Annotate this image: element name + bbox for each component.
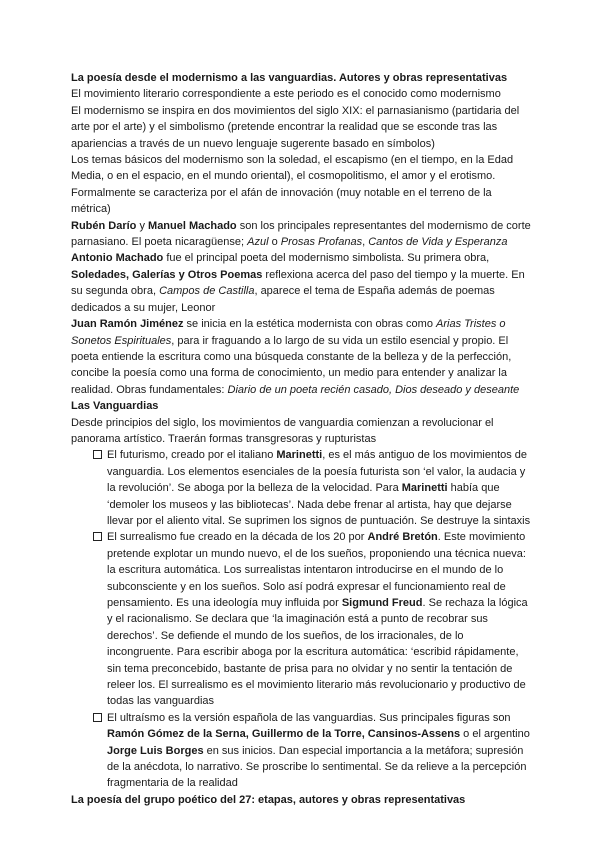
- paragraph-vanguardias-intro: Desde principios del siglo, los movimientos de vanguardia comienzan a revolucionar el panorama artístico. Traerán formas transgresoras y rupturistas: [71, 416, 494, 445]
- author-name: Manuel Machado: [148, 219, 237, 232]
- author-name: Ramón Gómez de la Serna, Guillermo de la Torre, Cansinos-Assens: [107, 728, 461, 741]
- author-name: Rubén Darío: [71, 219, 137, 232]
- list-item-futurismo: El futurismo, creado por el italiano Marinetti, es el más antiguo de los movimientos de vanguardia. Los elementos esenciales de la poesía futurista son ‘el valor, la audacia y la revolución’. Se aboga por la belleza de la velocidad. Para Marinetti había que ‘demoler los museos y las bibliotecas’. Nada debe frenar al artista, hay que dejarse llevar por el aliento vital. Se suprimen los signos de puntuación. Se destruye la sintaxis: [93, 447, 531, 529]
- vanguardias-list: [71, 447, 531, 792]
- paragraph-influences: El modernismo se inspira en dos movimientos del siglo XIX: el parnasianismo (partidaria del arte por el arte) y el simbolismo (pretende encontrar la realidad que se esconde tras las apariencias a través de un nuevo lenguaje sugerente basado en símbolos): [71, 104, 520, 150]
- paragraph-themes: Los temas básicos del modernismo son la soledad, el escapismo (en el tiempo, en la Edad Media, o en el espacio, en el mundo oriental), el cosmopolitismo, el amor y el erotismo.: [71, 154, 514, 183]
- paragraph-ruben-dario: Rubén Darío y Manuel Machado son los principales representantes del modernismo de corte parnasiano. El poeta nicaragüense; Azul o Prosas Profanas, Cantos de Vida y Esperanza: [71, 219, 531, 249]
- author-name: Juan Ramón Jiménez: [71, 318, 184, 331]
- section-heading-generacion-27: La poesía del grupo poético del 27: etapas, autores y obras representativas: [71, 793, 466, 806]
- author-name: Marinetti: [401, 482, 448, 495]
- author-name: Antonio Machado: [71, 252, 164, 265]
- work-title: Cantos de Vida y Esperanza: [368, 236, 508, 249]
- section-heading-modernismo: La poesía desde el modernismo a las vanguardias. Autores y obras representativas: [71, 72, 508, 84]
- work-title: Prosas Profanas: [280, 236, 363, 249]
- work-title: Soledades, Galerías y Otros Poemas: [71, 268, 263, 281]
- paragraph-juan-ramon-jimenez: Juan Ramón Jiménez se inicia en la estética modernista con obras como Arias Tristes o Sonetos Espirituales, para ir fraguando a lo largo de su vida un estilo esencial y propio. El poeta entiende la escritura como una búsqueda constante de la belleza y de la perfección, concibe la poesía como una forma de conocimiento, un medio para entender y analizar la realidad. Obras fundamentales: Diario de un poeta recién casado, Dios deseado y deseante: [71, 318, 520, 396]
- paragraph-intro: El movimiento literario correspondiente a este periodo es el conocido como modernismo: [71, 88, 501, 101]
- author-name: Sigmund Freud: [341, 597, 423, 609]
- checkbox-bullet-icon: [93, 532, 102, 541]
- author-name: Marinetti: [276, 449, 323, 462]
- author-name: André Bretón: [367, 531, 438, 544]
- paragraph-antonio-machado: Antonio Machado fue el principal poeta del modernismo simbolista. Su primera obra, Soledades, Galerías y Otros Poemas reflexiona acerca del paso del tiempo y la muerte. En su segunda obra, Campos de Castilla, aparece el tema de España además de poemas dedicados a su mujer, Leonor: [71, 252, 525, 314]
- section-heading-vanguardias: Las Vanguardias: [71, 400, 159, 413]
- checkbox-bullet-icon: [93, 450, 102, 459]
- author-name: Jorge Luis Borges: [107, 744, 204, 757]
- work-title: Azul: [247, 236, 269, 249]
- work-title: Campos de Castilla: [159, 285, 255, 298]
- checkbox-bullet-icon: [93, 713, 102, 722]
- document-page: [71, 70, 531, 808]
- paragraph-form: Formalmente se caracteriza por el afán de innovación (muy notable en el terreno de la métrica): [71, 186, 492, 216]
- list-item-ultraismo: El ultraísmo es la versión española de las vanguardias. Sus principales figuras son Ramón Gómez de la Serna, Guillermo de la Torre, Cansinos-Assens o el argentino Jorge Luis Borges en sus inicios. Dan especial importancia a la metáfora; supresión de la anécdota, lo narrativo. Se proscribe lo sentimental. Se da relieve a la percepción fragmentaria de la realidad: [93, 710, 531, 792]
- work-title: Diario de un poeta recién casado, Dios deseado y deseante: [227, 383, 520, 396]
- list-item-surrealismo: El surrealismo fue creado en la década de los 20 por André Bretón. Este movimiento pretende explotar un mundo nuevo, el de los sueños, proponiendo una técnica nueva: la escritura automática. Los surrealistas intentaron introducirse en el mundo de lo subconsciente y en los sueños. Solo así podrá expresar el funcionamiento real de pensamiento. Es una ideología muy influida por Sigmund Freud. Se rechaza la lógica y el racionalismo. Se declara que ‘la imaginación está a punto de recobrar sus derechos’. Se defiende el mundo de los sueños, de los irracionales, de lo incongruente. Para escribir aboga por la escritura automática: ‘escribid rápidamente, sin tema preconcebido, bastante de prisa para no olvidar y no sentir la tentación de releer los. El surrealismo es el movimiento literario más revolucionario y productivo de todas las vanguardias: [93, 529, 531, 709]
- work-title: Arias Tristes o Sonetos Espirituales: [71, 318, 506, 347]
